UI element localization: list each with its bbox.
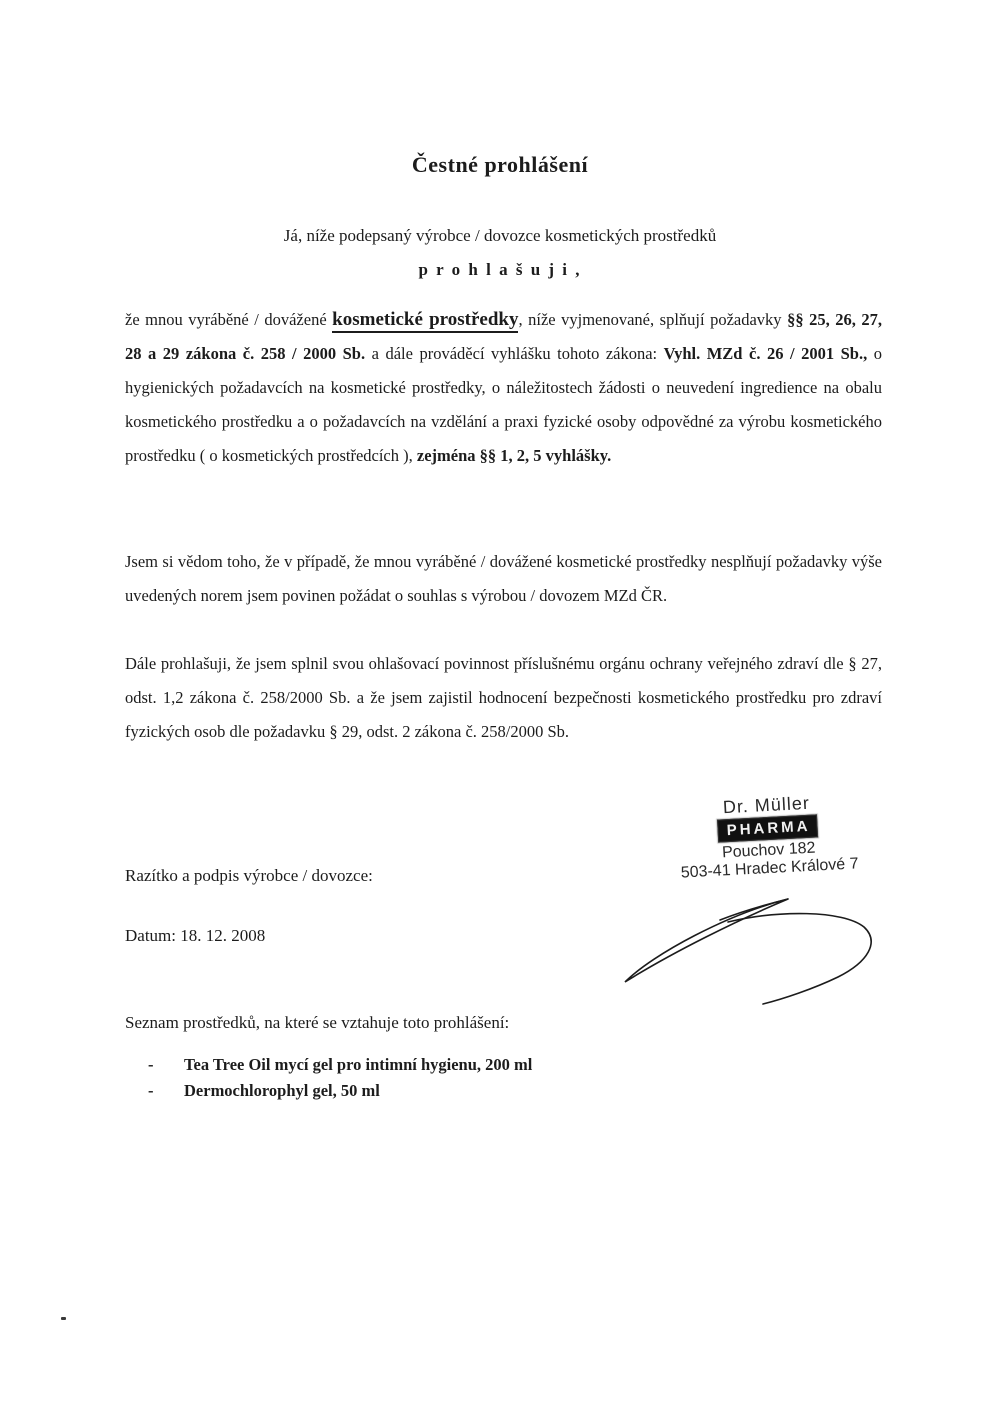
stamp-company-name: Dr. Müller	[722, 792, 811, 818]
paragraph-awareness: Jsem si vědom toho, že v případě, že mnou vyráběné / dovážené kosmetické prostředky nesplňují požadavky výše uvedených norem jsem povinen požádat o souhlas s výrobou / dovozem MZd ČR.	[125, 552, 882, 605]
stamp-address-city: 503-41 Hradec Králové 7	[680, 855, 859, 882]
para1-seg1: že mnou vyráběné / dovážené	[125, 310, 333, 329]
handwritten-signature	[598, 882, 898, 1007]
paragraph-legal-requirements	[125, 303, 882, 473]
product-list-heading: Seznam prostředků, na které se vztahuje toto prohlášení:	[125, 1013, 510, 1032]
para1-keyword-underlined: kosmetické prostředky	[332, 309, 518, 333]
para1-seg8-bold: zejména §§ 1, 2, 5 vyhlášky.	[416, 446, 612, 465]
intro-line: Já, níže podepsaný výrobce / dovozce kosmetických prostředků	[283, 226, 717, 245]
scan-artifact-speck	[61, 1317, 66, 1320]
product-name: Tea Tree Oil mycí gel pro intimní hygienu, 200 ml	[184, 1055, 533, 1074]
stamp-signature-label: Razítko a podpis výrobce / dovozce:	[125, 866, 373, 885]
stamp-pharma-logo: PHARMA	[717, 814, 818, 842]
para1-seg3: , níže vyjmenované, splňují požadavky	[518, 310, 788, 329]
para1-law-reference: §§ 25, 26, 27, 28 a 29 zákona č. 258 / 2000 Sb.	[125, 310, 883, 363]
product-list	[148, 1052, 532, 1104]
para1-decree-reference: Vyhl. MZd č. 26 / 2001 Sb.,	[663, 344, 868, 363]
para1-seg7: o hygienických požadavcích na kosmetické prostředky, o náležitostech žádosti o neuvedení ingredience na obalu kosmetického prostředku a o požadavcích na vzdělání a praxi fyzické osoby odpovědné za výrobu kosmetického prostředku ( o kosmetických prostředcích ),	[125, 344, 883, 465]
stamp-address-street: Pouchov 182	[721, 839, 816, 862]
declare-word: p r o h l a š u j i ,	[418, 260, 582, 279]
list-item	[148, 1052, 532, 1078]
company-stamp	[626, 788, 910, 886]
list-item	[148, 1078, 532, 1104]
paragraph-notification: Dále prohlašuji, že jsem splnil svou ohlašovací povinnost příslušnému orgánu ochrany veřejného zdraví dle § 27, odst. 1,2 zákona č. 258/2000 Sb. a že jsem zajistil hodnocení bezpečnosti kosmetického prostředku pro zdraví fyzických osob dle požadavku § 29, odst. 2 zákona č. 258/2000 Sb.	[125, 654, 882, 741]
list-item-bullet: -	[148, 1081, 154, 1100]
para1-seg5: a dále prováděcí vyhlášku tohoto zákona:	[365, 344, 664, 363]
product-name: Dermochlorophyl gel, 50 ml	[184, 1081, 380, 1100]
list-item-bullet: -	[148, 1055, 154, 1074]
page-title: Čestné prohlášení	[411, 152, 589, 177]
date-label: Datum: 18. 12. 2008	[125, 926, 266, 945]
